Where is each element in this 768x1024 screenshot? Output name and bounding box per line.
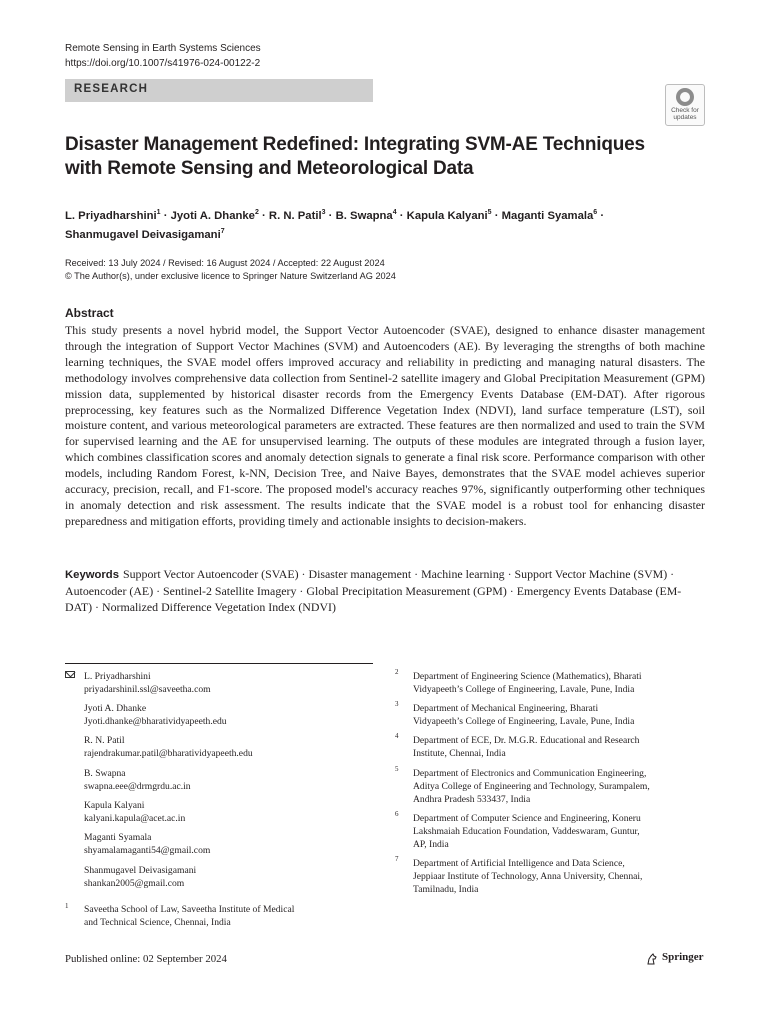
author[interactable]: Maganti Syamala$^6$ [501,209,598,222]
contact-entry [84,767,191,793]
author[interactable]: Jyoti A. Dhanke$^2$ [170,209,259,222]
article-type-band [65,79,373,102]
contact-email[interactable]: shankan2005@gmail.com [84,878,185,889]
affiliation-number: 1 [65,902,69,910]
publisher-logo-text[interactable]: Springer [662,951,704,963]
contact-entry [84,734,253,760]
affiliation-text: Department of Artificial Intelligence and Data Science, Jeppiaar Institute of Technology, Anna University, Chennai, Tamilnadu, India [413,858,643,895]
copyright-line: © The Author(s), under exclusive licence to Springer Nature Switzerland AG 2024 [65,271,396,281]
contact-email[interactable]: rajendrakumar.patil@bharatividyapeeth.edu [84,748,253,759]
contact-email[interactable]: swapna.eee@drmgrdu.ac.in [84,781,191,792]
abstract-heading: Abstract [65,306,114,320]
article-title [65,133,685,181]
contact-email[interactable]: kalyani.kapula@acet.ac.in [84,813,186,824]
affiliation-number: 5 [395,765,399,773]
contact-name: L. Priyadharshini [84,671,151,682]
affiliation-text: Department of Mechanical Engineering, Bharati Vidyapeeth’s College of Engineering, Lavale, Pune, India [413,703,635,727]
check-updates-text: Check for updates [671,107,699,121]
contact-email[interactable]: Jyoti.dhanke@bharatividyapeeth.edu [84,716,227,727]
contact-entry [84,702,227,728]
contact-entry [84,831,210,857]
doi-link[interactable]: https://doi.org/10.1007/s41976-024-00122-2 [65,58,261,69]
affiliation-number: 2 [395,668,399,676]
contact-name: B. Swapna [84,768,126,779]
envelope-icon [65,671,75,678]
contact-name: R. N. Patil [84,735,125,746]
springer-horse-icon [646,953,658,965]
author[interactable]: B. Swapna$^4$ [335,209,397,222]
keywords-text: Support Vector Autoencoder (SVAE) · Disaster management · Machine learning · Support Vector Machine (SVM) · Autoencoder (AE) · Sentinel-2 Satellite Imagery · Global Precipitation Measurement (GPM) · Emergency Events Database (EM-DAT) · Normalized Difference Vegetation Index (NDVI) [65,567,682,614]
article-type-label: RESEARCH [74,83,149,95]
affiliation-text: Saveetha School of Law, Saveetha Institute of Medical and Technical Science, Chennai, India [84,904,295,928]
abstract-body: This study presents a novel hybrid model, the Support Vector Autoencoder (SVAE), designed to enhance disaster management through the integration of Support Vector Machines (SVM) and Autoencoders (AE). By leveraging the strengths of both machine learning techniques, the SVAE model offers improved accuracy and reliability in predicting and managing natural disasters. The methodology involves comprehensive data collection from Sentinel-2 satellite imagery and Global Precipitation Measurement (GPM) mission data, supplemented by historical disaster records from the Emergency Events Database (EM-DAT). After rigorous preprocessing, key features such as the Normalized Difference Vegetation Index (NDVI), land surface temperature (LST), soil moisture content, and various meteorological parameters are extracted. These features are then normalized and used to train the SVM for supervised learning and the AE for unsupervised learning. The outputs of these modules are integrated through a fusion layer, which combines classification scores and anomaly detection signals to generate a final risk score. Performance comparison with other models, including Random Forest, k-NN, Decision Tree, and Naive Bayes, demonstrates that the SVAE model achieves superior accuracy, precision, recall, and F1-score. The proposed model's accuracy reaches 97%, significantly outperforming other techniques in anomaly detection and risk assessment. The results indicate that the SVAE model is a robust tool for enhancing disaster preparedness and mitigation efforts, providing timely and actionable insights to decision-makers. [65,323,705,528]
contact-name: Maganti Syamala [84,832,152,843]
affiliation-text: Department of Computer Science and Engineering, Koneru Lakshmaiah Education Foundation, Vaddeswaram, Guntur, AP, India [413,813,641,850]
author[interactable]: L. Priyadharshini$^1$ [65,209,161,222]
author[interactable]: Shanmugavel Deivasigamani$^7$ [65,227,225,241]
author-list: L. Priyadharshini$^1$ · Jyoti A. Dhanke$^2$ · R. N. Patil$^3$ · B. Swapna$^4$ · Kapula Kalyani$^5$ · Maganti Syamala$^6$ · Shanmugavel Deivasigamani$^7$ [65,209,605,241]
affiliation-text: Department of ECE, Dr. M.G.R. Educational and Research Institute, Chennai, India [413,735,640,759]
affiliation-text: Department of Electronics and Communication Engineering, Aditya College of Engineering and Technology, Surampalem, Andhra Pradesh 533437, India [413,768,650,805]
affiliation-number: 3 [395,700,399,708]
published-online-date: Published online: 02 September 2024 [65,953,227,965]
keywords-label: Keywords [65,569,119,581]
affiliation-number: 7 [395,855,399,863]
contact-entry [84,864,196,890]
author[interactable]: R. N. Patil$^3$ [268,209,326,222]
journal-name: Remote Sensing in Earth Systems Sciences [65,43,261,54]
check-for-updates-button[interactable] [665,84,705,126]
affiliation-text: Department of Engineering Science (Mathematics), Bharati Vidyapeeth’s College of Engineering, Lavale, Pune, India [413,671,642,695]
history-dates: Received: 13 July 2024 / Revised: 16 August 2024 / Accepted: 22 August 2024 [65,258,385,268]
check-updates-icon [676,88,694,106]
keywords-block [65,566,705,615]
affiliation-number: 6 [395,810,399,818]
title-line-2: with Remote Sensing and Meteorological Data [65,158,474,179]
author[interactable]: Kapula Kalyani$^5$ [406,209,492,222]
contact-email[interactable]: priyadarshinil.ssl@saveetha.com [84,684,211,695]
contact-name: Jyoti A. Dhanke [84,703,147,714]
contact-entry [84,670,211,696]
contact-email[interactable]: shyamalamaganti54@gmail.com [84,845,211,856]
footnote-divider [65,663,373,664]
contact-entry [84,799,185,825]
title-line-1: Disaster Management Redefined: Integrating SVM-AE Techniques [65,134,645,155]
affiliation-number: 4 [395,732,399,740]
contact-name: Kapula Kalyani [84,800,145,811]
contact-name: Shanmugavel Deivasigamani [84,865,197,876]
